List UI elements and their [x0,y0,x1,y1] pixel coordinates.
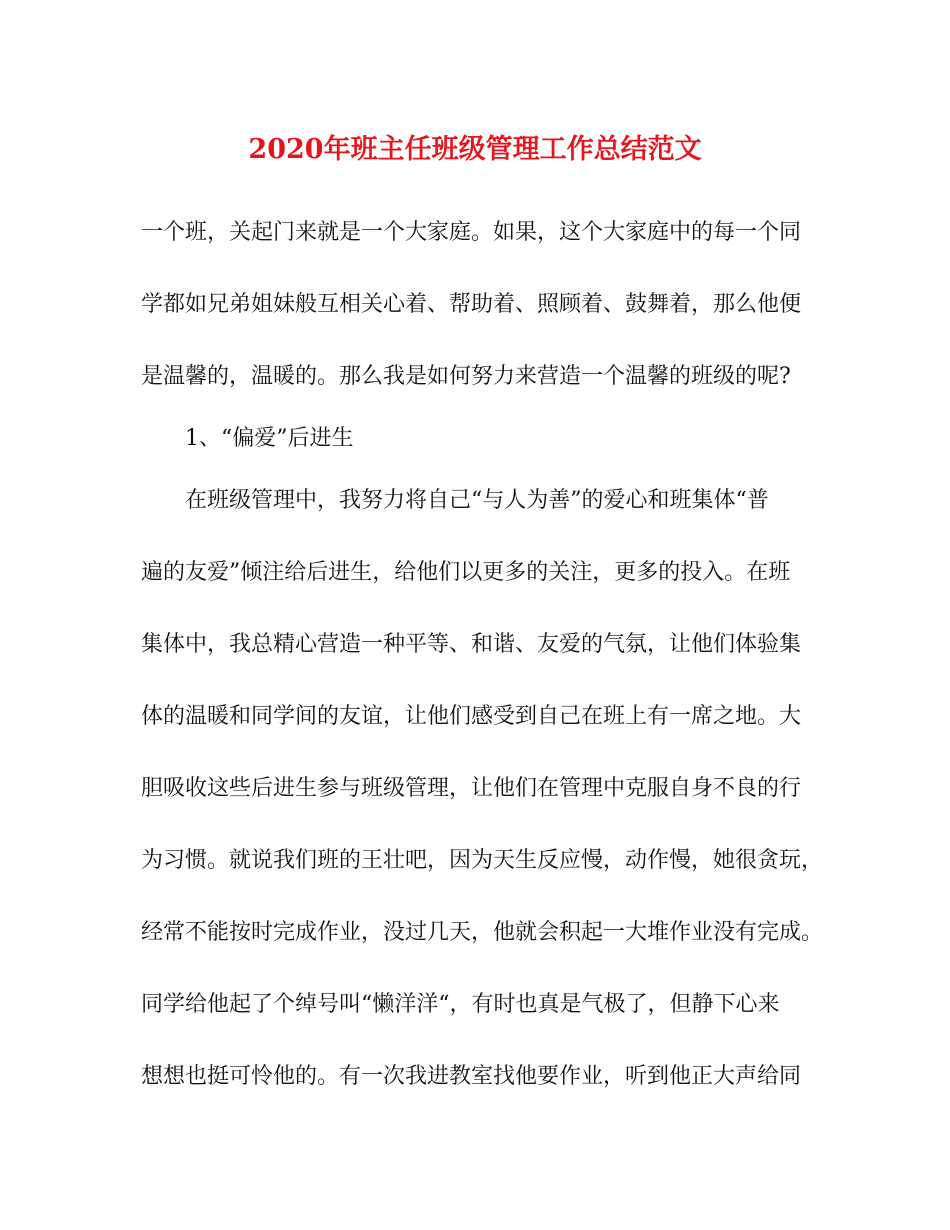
paragraph-line: 遍的友爱”倾注给后进生，给他们以更多的关注，更多的投入。在班 [141,560,791,585]
paragraph-line: 想想也挺可怜他的。有一次我进教室找他要作业，听到他正大声给同 [141,1064,802,1089]
paragraph-line: 是温馨的，温暖的。那么我是如何努力来营造一个温馨的班级的呢? [141,364,791,389]
paragraph-line: 经常不能按时完成作业，没过几天，他就会积起一大堆作业没有完成。 [141,920,824,945]
paragraph-line: 在班级管理中，我努力将自己“与人为善”的爱心和班集体“普 [185,488,769,513]
paragraph-line: 胆吸收这些后进生参与班级管理，让他们在管理中克服自身不良的行 [141,776,802,801]
paragraph-line: 一个班，关起门来就是一个大家庭。如果，这个大家庭中的每一个同 [141,220,802,245]
paragraph-line: 为习惯。就说我们班的王壮吧，因为天生反应慢，动作慢，她很贪玩， [141,848,824,873]
paragraph-line: 学都如兄弟姐妹般互相关心着、帮助着、照顾着、鼓舞着，那么他便 [141,292,802,317]
document-title: 2020年班主任班级管理工作总结范文 [248,134,702,165]
section-heading: 1、“偏爱”后进生 [185,426,354,451]
paragraph-line: 体的温暖和同学间的友谊，让他们感受到自己在班上有一席之地。大 [141,704,802,729]
paragraph-line: 同学给他起了个绰号叫“懒洋洋“，有时也真是气极了，但静下心来 [141,992,780,1017]
paragraph-line: 集体中，我总精心营造一种平等、和谐、友爱的气氛，让他们体验集 [141,632,802,657]
